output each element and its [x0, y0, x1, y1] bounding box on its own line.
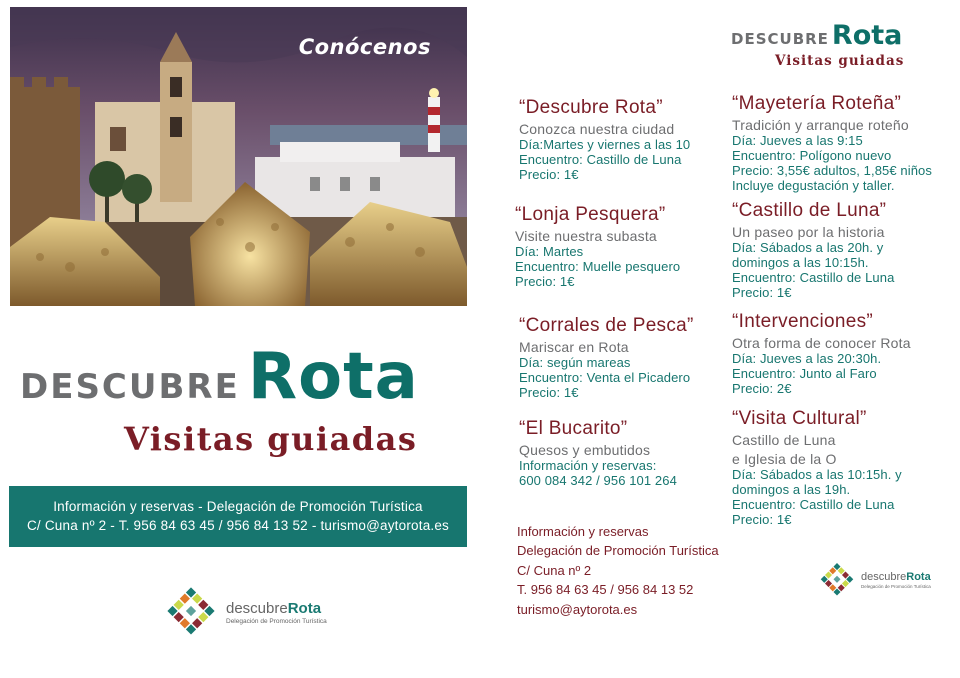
tour-day: Día: Martes [515, 244, 584, 259]
info-bar-line-1: Información y reservas - Delegación de Promoción Turística [53, 499, 423, 514]
tour-meeting-point: Encuentro: Polígono nuevo [732, 148, 892, 163]
tour-subtitle: Castillo de Luna [732, 432, 836, 448]
tour-day-cont: domingos a las 10:15h. [732, 255, 869, 270]
tour-price: Precio: 1€ [732, 285, 792, 300]
tour-meeting-point: Encuentro: Venta el Picadero [519, 370, 691, 385]
tour-title: “Mayetería Roteña” [732, 93, 902, 114]
tour-price: Precio: 1€ [519, 167, 579, 182]
tour-subtitle: Conozca nuestra ciudad [519, 121, 675, 137]
tour-visita-cultural [732, 408, 902, 527]
tour-subtitle: Tradición y arranque roteño [732, 117, 909, 133]
tour-title: “Lonja Pesquera” [515, 204, 666, 225]
tour-meeting-point: Encuentro: Junto al Faro [732, 366, 877, 381]
tour-title: “Visita Cultural” [732, 408, 867, 429]
tour-lonja-pesquera [515, 204, 680, 289]
tour-title: “Castillo de Luna” [732, 200, 887, 221]
tour-title: “Intervenciones” [732, 311, 874, 332]
tour-subtitle: Otra forma de conocer Rota [732, 335, 911, 351]
header-descubre: DESCUBRE [731, 30, 829, 48]
contact-phone: T. 956 84 63 45 / 956 84 13 52 [517, 582, 694, 598]
contact-line: Delegación de Promoción Turística [517, 543, 719, 559]
logo-tagline: Delegación de Promoción Turística [861, 584, 931, 589]
tour-reservations-label: Información y reservas: [519, 458, 657, 473]
tour-subtitle: Un paseo por la historia [732, 224, 885, 240]
tour-meeting-point: Encuentro: Castillo de Luna [519, 152, 682, 167]
logo-tagline: Delegación de Promoción Turística [226, 617, 327, 625]
hero-photo [10, 7, 467, 306]
tour-day: Día: Sábados a las 10:15h. y [732, 467, 902, 482]
info-bar-line-2: C/ Cuna nº 2 - T. 956 84 63 45 / 956 84 13 52 - turismo@aytorota.es [26, 518, 450, 533]
logo-brand: Rota [287, 599, 322, 617]
hero-title [20, 340, 460, 458]
logo-wordmark [226, 600, 327, 617]
tour-title: “Corrales de Pesca” [519, 315, 694, 336]
tour-intervenciones [732, 311, 911, 396]
logo-prefix: descubre [226, 599, 288, 617]
photo-caption: Conócenos [298, 35, 431, 59]
tour-day: Día:Martes y viernes a las 10 [519, 137, 691, 152]
tour-price: Precio: 3,55€ adultos, 1,85€ niños [732, 163, 932, 178]
tour-subtitle: Visite nuestra subasta [515, 228, 657, 244]
tour-day: Día: Sábados a las 20h. y [732, 240, 884, 255]
tour-day-cont: domingos a las 19h. [732, 482, 851, 497]
tour-el-bucarito [519, 418, 677, 488]
tour-day: Día: Jueves a las 9:15 [732, 133, 863, 148]
hero-subtitle: Visitas guiadas [124, 420, 418, 458]
logo-brand: Rota [906, 571, 931, 583]
tour-corrales-de-pesca [519, 315, 694, 400]
logo-wordmark [861, 571, 931, 583]
tour-price: Precio: 1€ [515, 274, 575, 289]
tour-price: Precio: 2€ [732, 381, 792, 396]
tour-day: Día: Jueves a las 20:30h. [732, 351, 882, 366]
tour-descubre-rota [519, 97, 690, 182]
descubre-rota-logo [162, 583, 327, 641]
info-bar [9, 486, 467, 547]
contact-address: C/ Cuna nº 2 [517, 562, 592, 578]
header-subtitle: Visitas guiadas [775, 53, 905, 69]
tour-meeting-point: Encuentro: Muelle pesquero [515, 259, 681, 274]
tour-meeting-point: Encuentro: Castillo de Luna [732, 497, 895, 512]
tour-title: “Descubre Rota” [519, 97, 663, 118]
tour-phone: 600 084 342 / 956 101 264 [519, 473, 677, 488]
tour-price: Precio: 1€ [519, 385, 579, 400]
tour-castillo-de-luna [732, 200, 894, 300]
tour-subtitle: Quesos y embutidos [519, 442, 651, 458]
tour-meeting-point: Encuentro: Castillo de Luna [732, 270, 895, 285]
descubre-rota-logo-small [817, 560, 931, 600]
tour-subtitle: Mariscar en Rota [519, 339, 629, 355]
tour-day: Día: según mareas [519, 355, 631, 370]
tour-mayeteria-rotena [732, 93, 932, 193]
tour-note: Incluye degustación y taller. [732, 178, 895, 193]
hero-descubre: DESCUBRE [20, 367, 240, 407]
contact-block [517, 522, 719, 619]
logo-mosaic-icon [162, 583, 220, 641]
logo-prefix: descubre [861, 571, 907, 583]
header-rota: Rota [831, 20, 903, 51]
brochure-header [731, 20, 931, 69]
logo-mosaic-icon [817, 560, 857, 600]
contact-email: turismo@aytorota.es [517, 601, 638, 617]
tour-price: Precio: 1€ [732, 512, 792, 527]
tour-title: “El Bucarito” [519, 418, 628, 439]
tour-subtitle-2: e Iglesia de la O [732, 451, 837, 467]
hero-rota: Rota [247, 340, 419, 414]
contact-line: Información y reservas [517, 524, 649, 539]
